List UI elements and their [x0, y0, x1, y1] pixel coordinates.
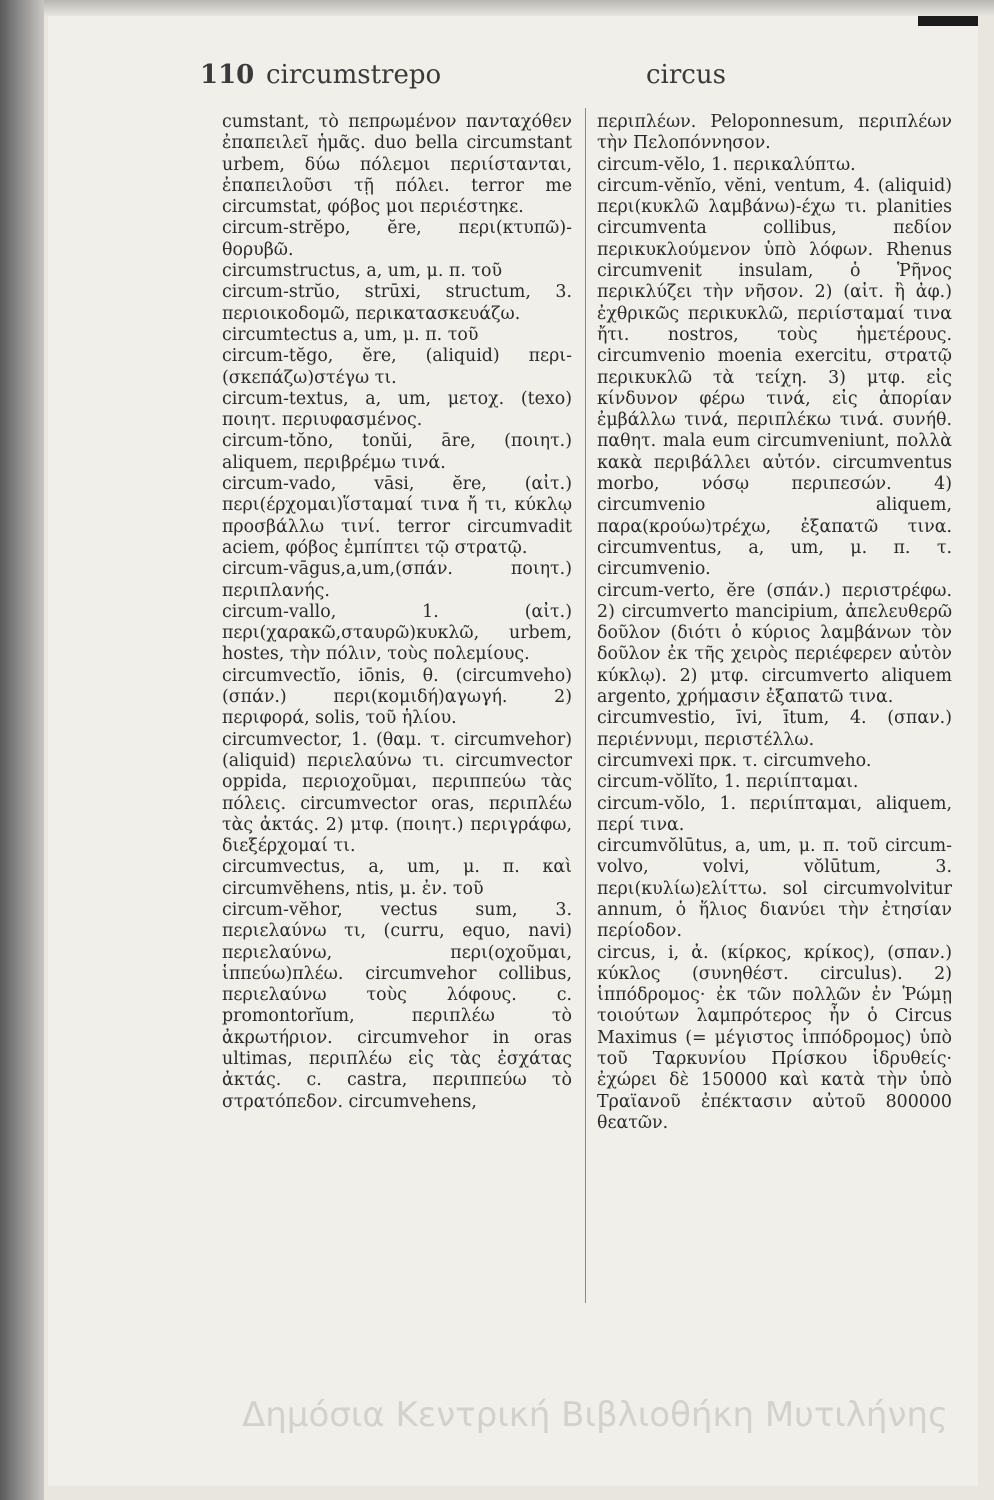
dictionary-entry: circum-tĕgo, ĕre, (aliquid) περι-(σκεπάζω)στέγω τι. — [222, 346, 572, 388]
dictionary-entry: circum-vĕlo, 1. περικαλύπτω. — [597, 154, 856, 175]
column-divider — [585, 108, 586, 1303]
dictionary-entry: circumvector, 1. (θαμ. τ. circumvehor) (aliquid) περιελαύνω τι. circumvector oppida, περιοχοῦμαι, περιππεύω τὰς πόλεις. circumvector oras, περιπλέω τὰς ἀκτάς. 2) μτφ. (ποιητ.) περιγράφω, διεξέρχομαί τι. — [222, 729, 572, 857]
dictionary-entry: circum-strĕpo, ĕre, περι(κτυπῶ)-θορυβῶ. — [222, 218, 572, 260]
dictionary-entry: circum-vĕhor, vectus sum, 3. περιελαύνω τι, (curru, equo, navi) περιελαύνω, περι(οχοῦμαι, ἱππεύω)πλέω. circumvehor collibus, περιελαύνω τοὺς λόφους. c. promontorĭum, περιπλέω τὸ ἀκρωτήριον. circumvehor in oras ultimas, περιπλέω εἰς τὰς ἐσχάτας ἀκτάς. c. castra, περιππεύω τὸ στρατόπεδον. circumvehens, — [222, 899, 572, 1112]
left-column — [222, 112, 572, 1322]
dictionary-entry: circum-textus, a, um, μετοχ. (texo) ποιητ. περιυφασμένος. — [222, 388, 572, 431]
dictionary-entry: circum-vado, vāsi, ĕre, (αἰτ.) περι(έρχομαι)ἵσταμαί τινα ἤ τι, κύκλῳ προσβάλλω τινί. terror circumvadit aciem, φόβος ἐμπίπτει τῷ στρατῷ. — [222, 474, 572, 558]
right-running-headword: circus — [646, 60, 726, 90]
page-header — [200, 60, 820, 100]
dictionary-entry: circumvectus, a, um, μ. π. καὶ circumvĕhens, ntis, μ. ἐν. τοῦ — [222, 857, 572, 899]
dictionary-entry: cumstant, τὸ πεπρωμένον πανταχόθεν ἐπαπειλεῖ ἡμᾶς. duo bella circumstant urbem, δύω πόλεμοι περιίστανται, ἐπαπειλοῦσι τῇ πόλει. terror me circumstat, φόβος μοι περιέστηκε. — [222, 112, 572, 218]
scan-corner-mark — [918, 16, 978, 26]
dictionary-entry: circum-vallo, 1. (αἰτ.) περι(χαρακῶ,σταυρῶ)κυκλῶ, urbem, hostes, τὴν πόλιν, τοὺς πολεμίους. — [222, 601, 572, 665]
dictionary-entry: circum-vŏlĭto, 1. περιίπταμαι. — [597, 772, 859, 793]
library-watermark: Δημόσια Κεντρική Βιβλιοθήκη Μυτιλήνης — [242, 1395, 948, 1435]
right-column — [597, 112, 952, 1322]
dictionary-entry: circus, i, ἀ. (κίρκος, κρίκος), (σπαν.) κύκλος (συνηθέστ. circulus). 2) ἱππόδρομος· ἐκ τῶν πολλῶν ἐν Ῥώμῃ τοιούτων λαμπρότερος ἦν ὁ Circus Maximus (= μέγιστος ἱππόδρομος) ὑπὸ τοῦ Ταρκυνίου Πρίσκου ἱδρυθείς· ἐχώρει δὲ 150000 καὶ κατὰ τὴν ὑπὸ Τραϊανοῦ ἐπέκτασιν αὐτοῦ 800000 θεατῶν. — [597, 942, 952, 1133]
dictionary-entry: circumvestio, īvi, ītum, 4. (σπαν.) περιέννυμι, περιστέλλω. — [597, 708, 952, 750]
dictionary-entry: circum-vĕnĭo, vĕni, ventum, 4. (aliquid) περι(κυκλῶ λαμβάνω)-έχω τι. planities circumventa collibus, πεδίον περικυκλούμενον ὑπὸ λόφων. Rhenus circumvenit insulam, ὁ Ῥῆνος περικλύζει τὴν νῆσον. 2) (αἰτ. ἢ ἀφ.) ἐχθρικῶς περικυκλῶ, περιίσταμαί τινα ἤτι. nostros, τοὺς ἡμετέρους. circumvenio moenia exercitu, στρατῷ περικυκλῶ τὰ τείχη. 3) μτφ. εἰς κίνδυνον φέρω τινά, εἰς ἀπορίαν ἐμβάλλω τινά, περιπλέκω τινά. συνήθ. παθητ. mala eum circumveniunt, πολλὰ κακὰ περιβάλλει αὐτόν. circumventus morbo, νόσῳ περιπεσών. 4) circumvenio aliquem, παρα(κρούω)τρέχω, ἐξαπατῶ τινα. circumventus, a, um, μ. π. τ. circumvenio. — [597, 175, 952, 580]
dictionary-entry: circum-strŭo, strūxi, structum, 3. περιοικοδομῶ, περικατασκευάζω. — [222, 282, 572, 324]
page-number: 110 — [200, 60, 255, 90]
left-running-headword: circumstrepo — [266, 60, 442, 90]
dictionary-entry: περιπλέων. Peloponnesum, περιπλέων τὴν Πελοπόννησον. — [597, 112, 952, 154]
dictionary-entry: circum-vŏlo, 1. περιίπταμαι, aliquem, περί τινα. — [597, 793, 952, 835]
book-binding-edge — [0, 0, 44, 1500]
dictionary-entry: circumvexi πρκ. τ. circumveho. — [597, 750, 872, 771]
dictionary-entry: circumtectus a, um, μ. π. τοῦ — [222, 324, 479, 345]
dictionary-entry: circumvectĭo, iōnis, θ. (circumveho) (σπάν.) περι(κομιδή)αγωγή. 2) περιφορά, solis, τοῦ ἡλίου. — [222, 665, 572, 729]
dictionary-entry: circumstructus, a, um, μ. π. τοῦ — [222, 261, 503, 282]
dictionary-entry: circum-tŏno, tonŭi, āre, (ποιητ.) aliquem, περιβρέμω τινά. — [222, 431, 572, 473]
dictionary-entry: circum-verto, ĕre (σπάν.) περιστρέφω. 2) circumverto mancipium, ἀπελευθερῶ δοῦλον (διότι ὁ κύριος λαμβάνων τὸν δοῦλον ἐκ τῆς χειρὸς περιέφερεν αὐτὸν κύκλῳ). 2) μτφ. circumverto aliquem argento, χρήμασιν ἐξαπατῶ τινα. — [597, 580, 952, 708]
dictionary-entry: circumvŏlūtus, a, um, μ. π. τοῦ circum-volvo, volvi, vŏlūtum, 3. περι(κυλίω)ελίττω. sol circumvolvitur annum, ὁ ἥλιος διανύει τὴν ἐτησίαν περίοδον. — [597, 836, 952, 942]
dictionary-entry: circum-vāgus,a,um,(σπάν. ποιητ.) περιπλανής. — [222, 559, 572, 601]
scan-top-edge — [0, 0, 994, 16]
